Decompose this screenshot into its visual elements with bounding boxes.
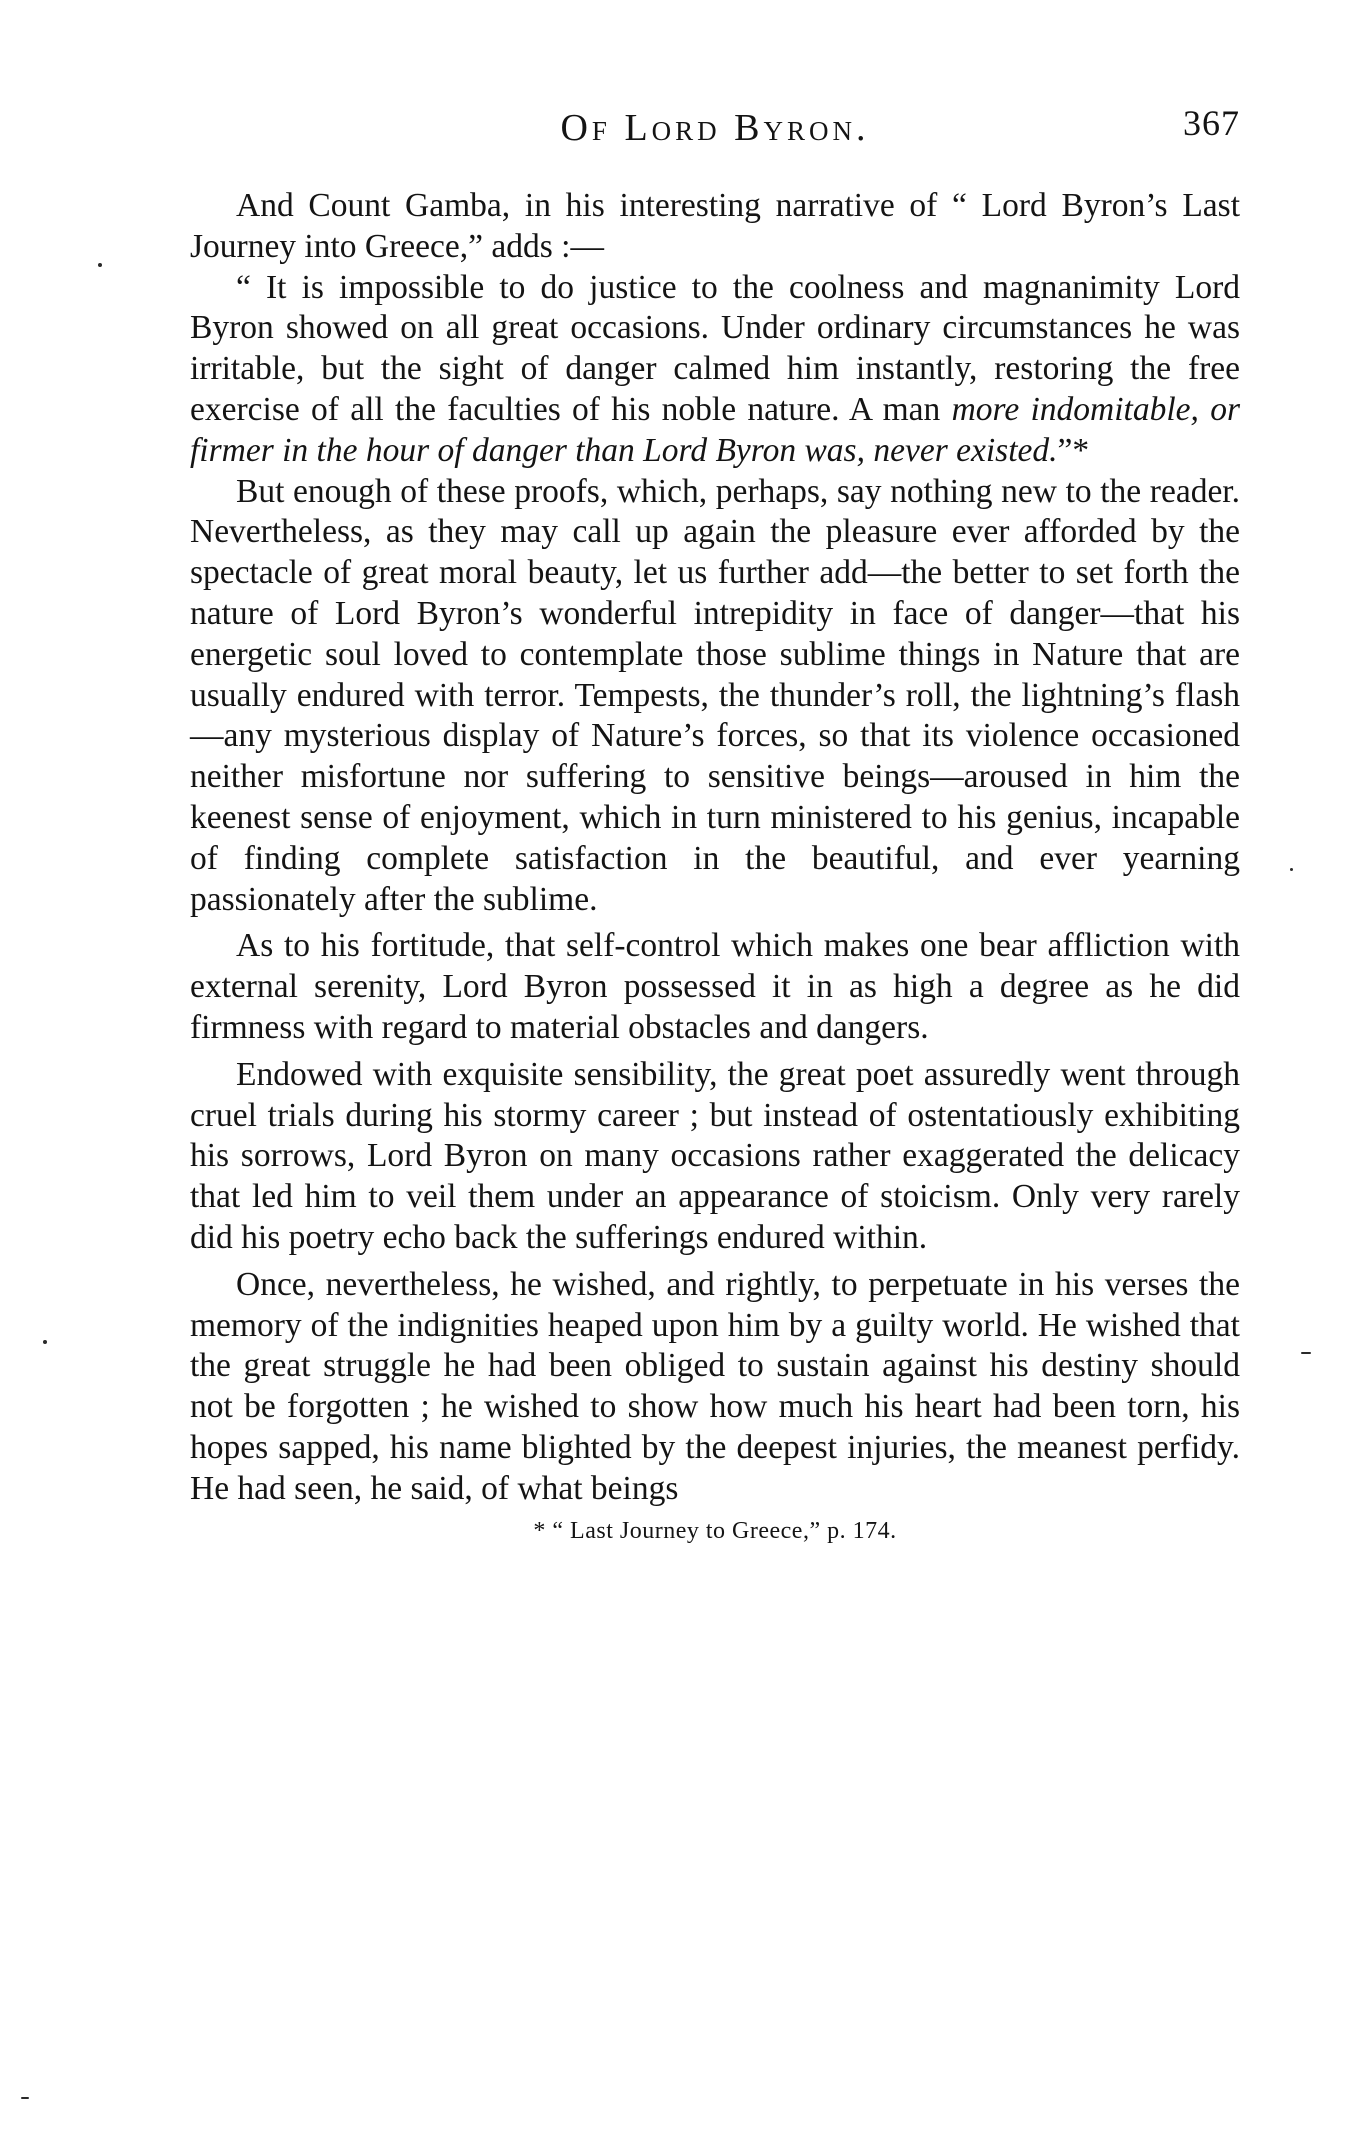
running-title: Of Lord Byron. [560, 107, 870, 149]
paragraph-2 [190, 268, 1240, 472]
paragraph-2-text-a: “ It is impossible to do justice to the coolness and magnanimity Lord Byron showed on all great occasions. Under ordinary circumstances he was irritable, but the sight of danger calmed him instantly, restoring the free exercise of all the faculties of his noble nature. A man [190, 268, 1240, 428]
page-header [190, 98, 1240, 168]
body-text [190, 186, 1240, 1510]
speck-mark [43, 1340, 47, 1344]
footnote: * “ Last Journey to Greece,” p. 174. [533, 1517, 897, 1544]
book-page [190, 98, 1240, 1546]
page-number: 367 [1183, 103, 1240, 143]
speck-mark [1290, 868, 1293, 871]
speck-mark [1301, 1352, 1311, 1354]
paragraph-3: But enough of these proofs, which, perhaps, say nothing new to the reader. Nevertheless, as they may call up again the pleasure ever afforded by the spectacle of great moral beauty, let us further add—the better to set forth the nature of Lord Byron’s wonderful intrepidity in face of danger—that his energetic soul loved to contemplate those sublime things in Nature that are usually endured with terror. Tempests, the thunder’s roll, the lightning’s flash—any mysterious display of Nature’s forces, so that its violence occasioned neither misfortune nor suffering to sensitive beings—aroused in him the keenest sense of enjoyment, which in turn ministered to his genius, incapable of finding complete satisfaction in the beautiful, and ever yearning passionately after the sublime. [190, 472, 1240, 918]
paragraph-5: Endowed with exquisite sensibility, the great poet assuredly went through cruel trials during his stormy career ; but instead of ostentatiously exhibiting his sorrows, Lord Byron on many occasions rather exaggerated the delicacy that led him to veil them under an appearance of stoicism. Only very rarely did his poetry echo back the sufferings endured within. [190, 1055, 1240, 1256]
paragraph-1: And Count Gamba, in his interesting narrative of “ Lord Byron’s Last Journey into Greece,” adds :— [190, 187, 1240, 265]
paragraph-2-text-b: ”* [1057, 431, 1090, 469]
paragraph-4: As to his fortitude, that self-control which makes one bear affliction with external serenity, Lord Byron possessed it in as high a degree as he did firmness with regard to material obstacles and dangers. [190, 927, 1240, 1046]
speck-mark [98, 263, 102, 267]
paragraph-2-italic: more indomitable, or firmer in the hour of danger than Lord Byron was, never existed. [190, 390, 1241, 469]
paragraph-6: Once, nevertheless, he wished, and rightly, to perpetuate in his verses the memory of the indignities heaped upon him by a guilty world. He wished that the great struggle he had been obliged to sustain against his destiny should not be forgotten ; he wished to show how much his heart had been torn, his hopes sapped, his name blighted by the deepest injuries, the meanest perfidy. He had seen, he said, of what beings [190, 1265, 1240, 1507]
speck-mark [21, 2097, 29, 2099]
